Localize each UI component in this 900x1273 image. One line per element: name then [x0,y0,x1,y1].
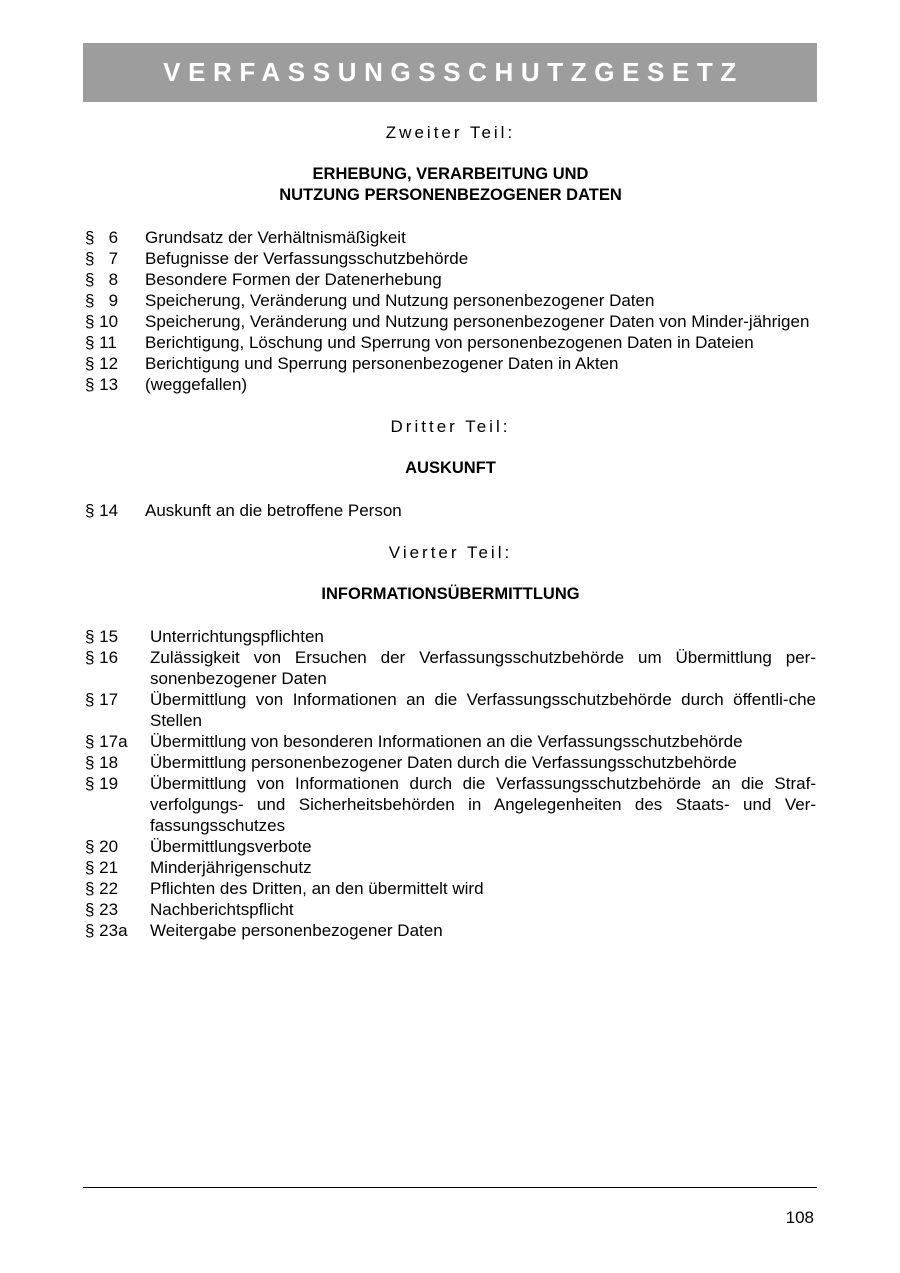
section-number: § 6 [85,228,119,247]
section-title: Zulässigkeit von Ersuchen der Verfassungsschutzbehörde um Übermittlung per-sonenbezogener Daten [150,648,816,688]
section-number: § 17 [85,690,119,709]
section-number: § 10 [85,312,119,331]
section-number: § 16 [85,648,119,667]
section-title: Besondere Formen der Datenerhebung [145,270,442,289]
part-label-4: Vierter Teil: [388,543,513,562]
section-number: § 23a [85,921,128,940]
toc-entry [85,857,816,878]
toc-entry [85,773,816,836]
section-title: Pflichten des Dritten, an den übermittelt wird [150,879,484,898]
section-title: Speicherung, Veränderung und Nutzung personenbezogener Daten von Minder-jährigen [145,312,810,331]
part-heading-3 [85,458,816,479]
toc-entry [85,269,816,290]
part-label-2: Zweiter Teil: [385,123,516,142]
toc-entry [85,500,816,521]
part-heading-line: INFORMATIONSÜBERMITTLUNG [321,585,580,603]
section-number: § 21 [85,858,119,877]
part-heading-4 [85,584,816,605]
section-number: § 9 [85,291,119,310]
section-title: Übermittlung personenbezogener Daten durch die Verfassungsschutzbehörde [150,753,737,772]
toc-list-part-4 [85,626,816,941]
toc-entry [85,647,816,689]
toc-entry [85,311,816,332]
toc-entry [85,689,816,731]
section-title: Berichtigung und Sperrung personenbezogener Daten in Akten [145,354,619,373]
section-number: § 12 [85,354,119,373]
section-title: Auskunft an die betroffene Person [145,501,402,520]
part-heading-line: AUSKUNFT [405,459,496,477]
toc-entry [85,878,816,899]
toc-entry [85,332,816,353]
part-label-3: Dritter Teil: [390,417,511,436]
toc-entry [85,899,816,920]
toc-list-part-2 [85,227,816,395]
section-number: § 18 [85,753,119,772]
section-number: § 14 [85,501,119,520]
section-title: Übermittlung von Informationen an die Verfassungsschutzbehörde durch öffentli-che Stellen [150,690,816,730]
document-title: VERFASSUNGSSCHUTZGESETZ [163,57,744,87]
section-title: Berichtigung, Löschung und Sperrung von personenbezogenen Daten in Dateien [145,333,754,352]
section-number: § 17a [85,732,128,751]
section-title: Weitergabe personenbezogener Daten [150,921,443,940]
section-number: § 8 [85,270,119,289]
section-number: § 23 [85,900,119,919]
toc-entry [85,353,816,374]
footer-divider [83,1187,817,1188]
toc-entry [85,248,816,269]
part-heading-line: ERHEBUNG, VERARBEITUNG UND [312,165,589,183]
table-of-contents [85,121,816,941]
toc-entry [85,227,816,248]
section-title: Übermittlung von besonderen Informationen an die Verfassungsschutzbehörde [150,732,743,751]
toc-list-part-3 [85,500,816,521]
toc-entry [85,836,816,857]
toc-entry [85,752,816,773]
section-number: § 15 [85,627,119,646]
section-number: § 13 [85,375,119,394]
toc-entry [85,290,816,311]
section-title: (weggefallen) [145,375,248,394]
section-title: Unterrichtungspflichten [150,627,324,646]
toc-entry [85,920,816,941]
section-title: Nachberichtspflicht [150,900,294,919]
section-title: Übermittlung von Informationen durch die Verfassungsschutzbehörde an die Straf-verfolgungs- und Sicherheitsbehörden in Angelegenheiten des Staats- und Ver-fassungsschutzes [150,774,816,835]
section-number: § 20 [85,837,119,856]
header-banner [83,43,817,102]
section-title: Befugnisse der Verfassungsschutzbehörde [145,249,469,268]
toc-entry [85,626,816,647]
part-heading-2 [85,164,816,206]
section-number: § 22 [85,879,119,898]
section-title: Grundsatz der Verhältnismäßigkeit [145,228,406,247]
page-number: 108 [785,1208,814,1227]
section-number: § 7 [85,249,119,268]
section-title: Speicherung, Veränderung und Nutzung personenbezogener Daten [145,291,655,310]
toc-entry [85,374,816,395]
toc-entry [85,731,816,752]
section-title: Übermittlungsverbote [150,837,312,856]
section-title: Minderjährigenschutz [150,858,312,877]
section-number: § 19 [85,774,119,793]
section-number: § 11 [85,333,117,352]
part-heading-line: NUTZUNG PERSONENBEZOGENER DATEN [279,186,622,204]
